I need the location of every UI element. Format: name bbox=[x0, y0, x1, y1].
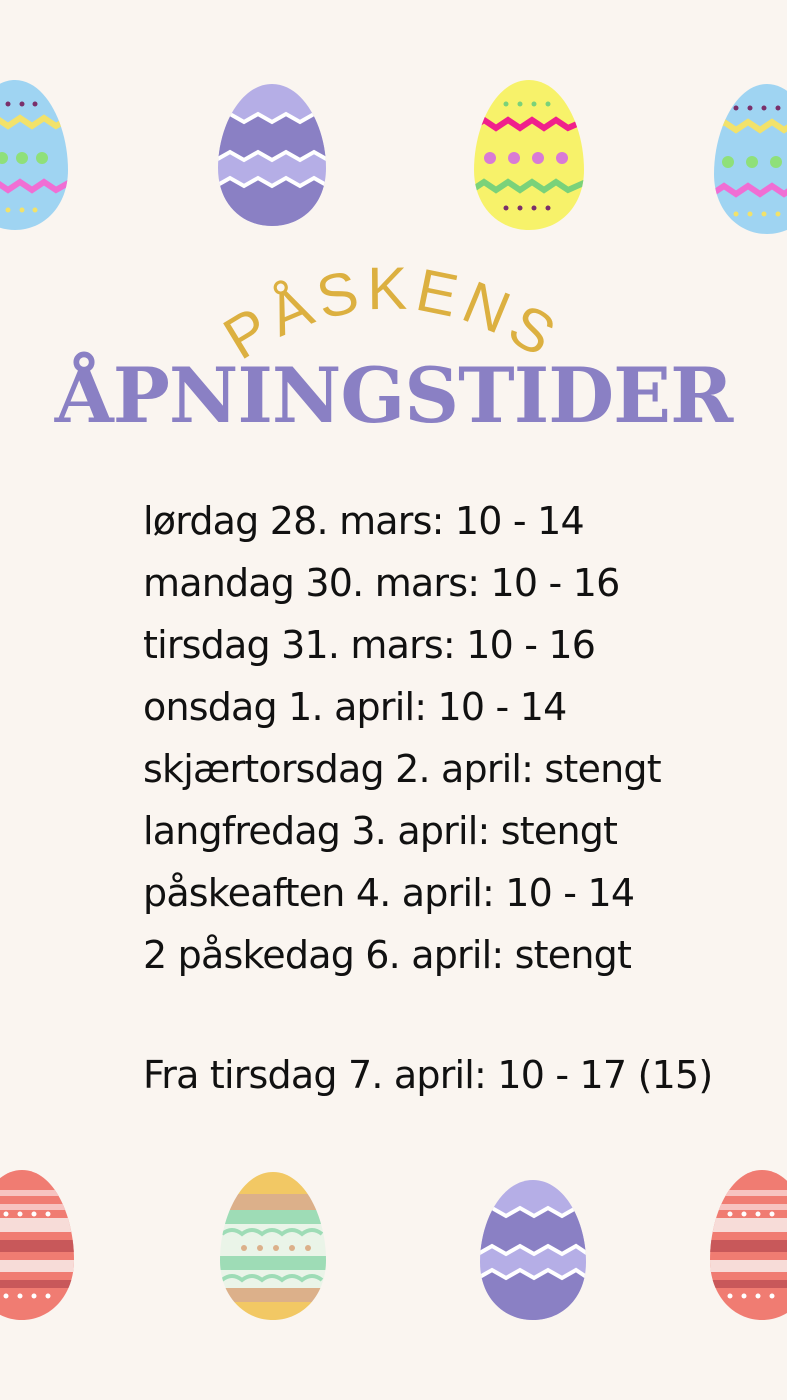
page-title: ÅPNINGSTIDER bbox=[54, 351, 733, 440]
mint-scalloped-egg-icon bbox=[218, 1170, 328, 1322]
blue-pastel-egg-icon bbox=[0, 78, 70, 232]
coral-striped-egg-icon bbox=[708, 1168, 787, 1322]
yellow-zigzag-egg-icon bbox=[472, 78, 586, 232]
purple-zigzag-egg-icon bbox=[216, 82, 328, 228]
list-item: lørdag 28. mars: 10 - 14 bbox=[143, 499, 584, 543]
coral-striped-egg-icon bbox=[0, 1168, 76, 1322]
list-item: skjærtorsdag 2. april: stengt bbox=[143, 747, 661, 791]
opening-hours-list bbox=[143, 490, 661, 986]
list-item: mandag 30. mars: 10 - 16 bbox=[143, 561, 620, 605]
title-arc-text: PÅSKENS bbox=[212, 254, 572, 370]
list-item: langfredag 3. april: stengt bbox=[143, 809, 618, 853]
regular-hours-note: Fra tirsdag 7. april: 10 - 17 (15) bbox=[143, 1053, 713, 1097]
list-item: tirsdag 31. mars: 10 - 16 bbox=[143, 623, 596, 667]
list-item: 2 påskedag 6. april: stengt bbox=[143, 933, 632, 977]
purple-zigzag-egg-icon bbox=[478, 1178, 588, 1322]
list-item: påskeaften 4. april: 10 - 14 bbox=[143, 871, 635, 915]
list-item: onsdag 1. april: 10 - 14 bbox=[143, 685, 567, 729]
blue-pastel-egg-icon bbox=[712, 82, 787, 236]
